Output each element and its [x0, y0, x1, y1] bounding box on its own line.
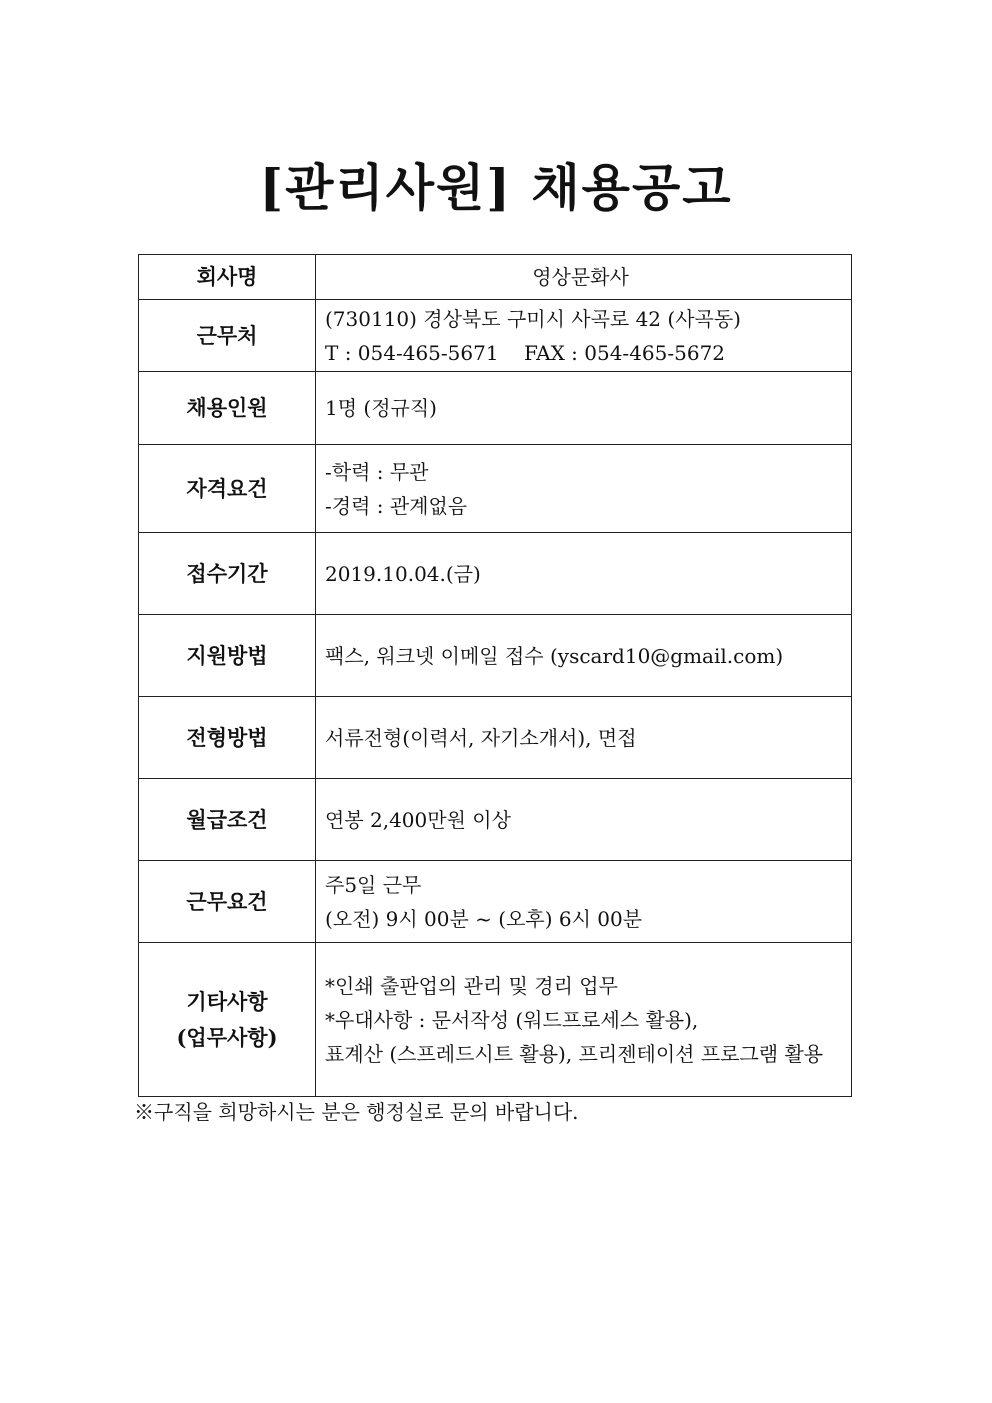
- value-line: T : 054-465-5671 FAX : 054-465-5672: [325, 340, 726, 365]
- page-title: [관리사원] 채용공고: [259, 158, 733, 217]
- row-label: 자격요건: [139, 445, 316, 533]
- row-label: [139, 943, 316, 1097]
- row-value: [316, 861, 852, 943]
- row-label: 접수기간: [139, 533, 316, 615]
- row-value: [316, 255, 852, 300]
- row-headcount: [139, 372, 852, 445]
- row-label: 근무처: [139, 300, 316, 372]
- row-value: [316, 697, 852, 779]
- row-value: [316, 533, 852, 615]
- value-line: -경력 : 관계없음: [325, 493, 468, 518]
- row-value: [316, 779, 852, 861]
- value-line: 표계산 (스프레드시트 활용), 프리젠테이션 프로그램 활용: [325, 1041, 824, 1066]
- row-qualifications: [139, 445, 852, 533]
- row-label: 채용인원: [139, 372, 316, 445]
- value-line: 2019.10.04.(금): [325, 561, 481, 586]
- row-value: [316, 300, 852, 372]
- row-label: 회사명: [139, 255, 316, 300]
- row-value: [316, 372, 852, 445]
- value-line: 1명 (정규직): [325, 396, 437, 420]
- row-label: 전형방법: [139, 697, 316, 779]
- row-application-period: [139, 533, 852, 615]
- value-line: 연봉 2,400만원 이상: [325, 807, 511, 832]
- row-value: [316, 445, 852, 533]
- row-label: 지원방법: [139, 615, 316, 697]
- row-value: [316, 943, 852, 1097]
- row-working-conditions: [139, 861, 852, 943]
- row-company-name: [139, 255, 852, 300]
- row-label: 근무요건: [139, 861, 316, 943]
- value-line: *인쇄 출판업의 관리 및 경리 업무: [325, 973, 618, 998]
- value-line: *우대사항 : 문서작성 (워드프로세스 활용),: [325, 1007, 699, 1032]
- footnote: ※구직을 희망하시는 분은 행정실로 문의 바랍니다.: [134, 1100, 579, 1124]
- value-line: 서류전형(이력서, 자기소개서), 면접: [325, 725, 637, 750]
- row-other-details: [139, 943, 852, 1097]
- row-application-method: [139, 615, 852, 697]
- job-posting-table: [138, 254, 852, 1097]
- value-line: -학력 : 무관: [325, 459, 429, 484]
- label-line: (업무사항): [176, 1024, 278, 1050]
- value-line: 팩스, 워크넷 이메일 접수 (yscard10@gmail.com): [325, 643, 784, 668]
- row-salary: [139, 779, 852, 861]
- value-line: 주5일 근무: [325, 872, 422, 897]
- label-line: 기타사항: [186, 988, 268, 1014]
- value-line: 영상문화사: [532, 265, 629, 289]
- row-workplace: [139, 300, 852, 372]
- row-label: 월급조건: [139, 779, 316, 861]
- value-line: (730110) 경상북도 구미시 사곡로 42 (사곡동): [325, 306, 741, 331]
- row-value: [316, 615, 852, 697]
- value-line: (오전) 9시 00분 ~ (오후) 6시 00분: [325, 906, 643, 931]
- row-selection-method: [139, 697, 852, 779]
